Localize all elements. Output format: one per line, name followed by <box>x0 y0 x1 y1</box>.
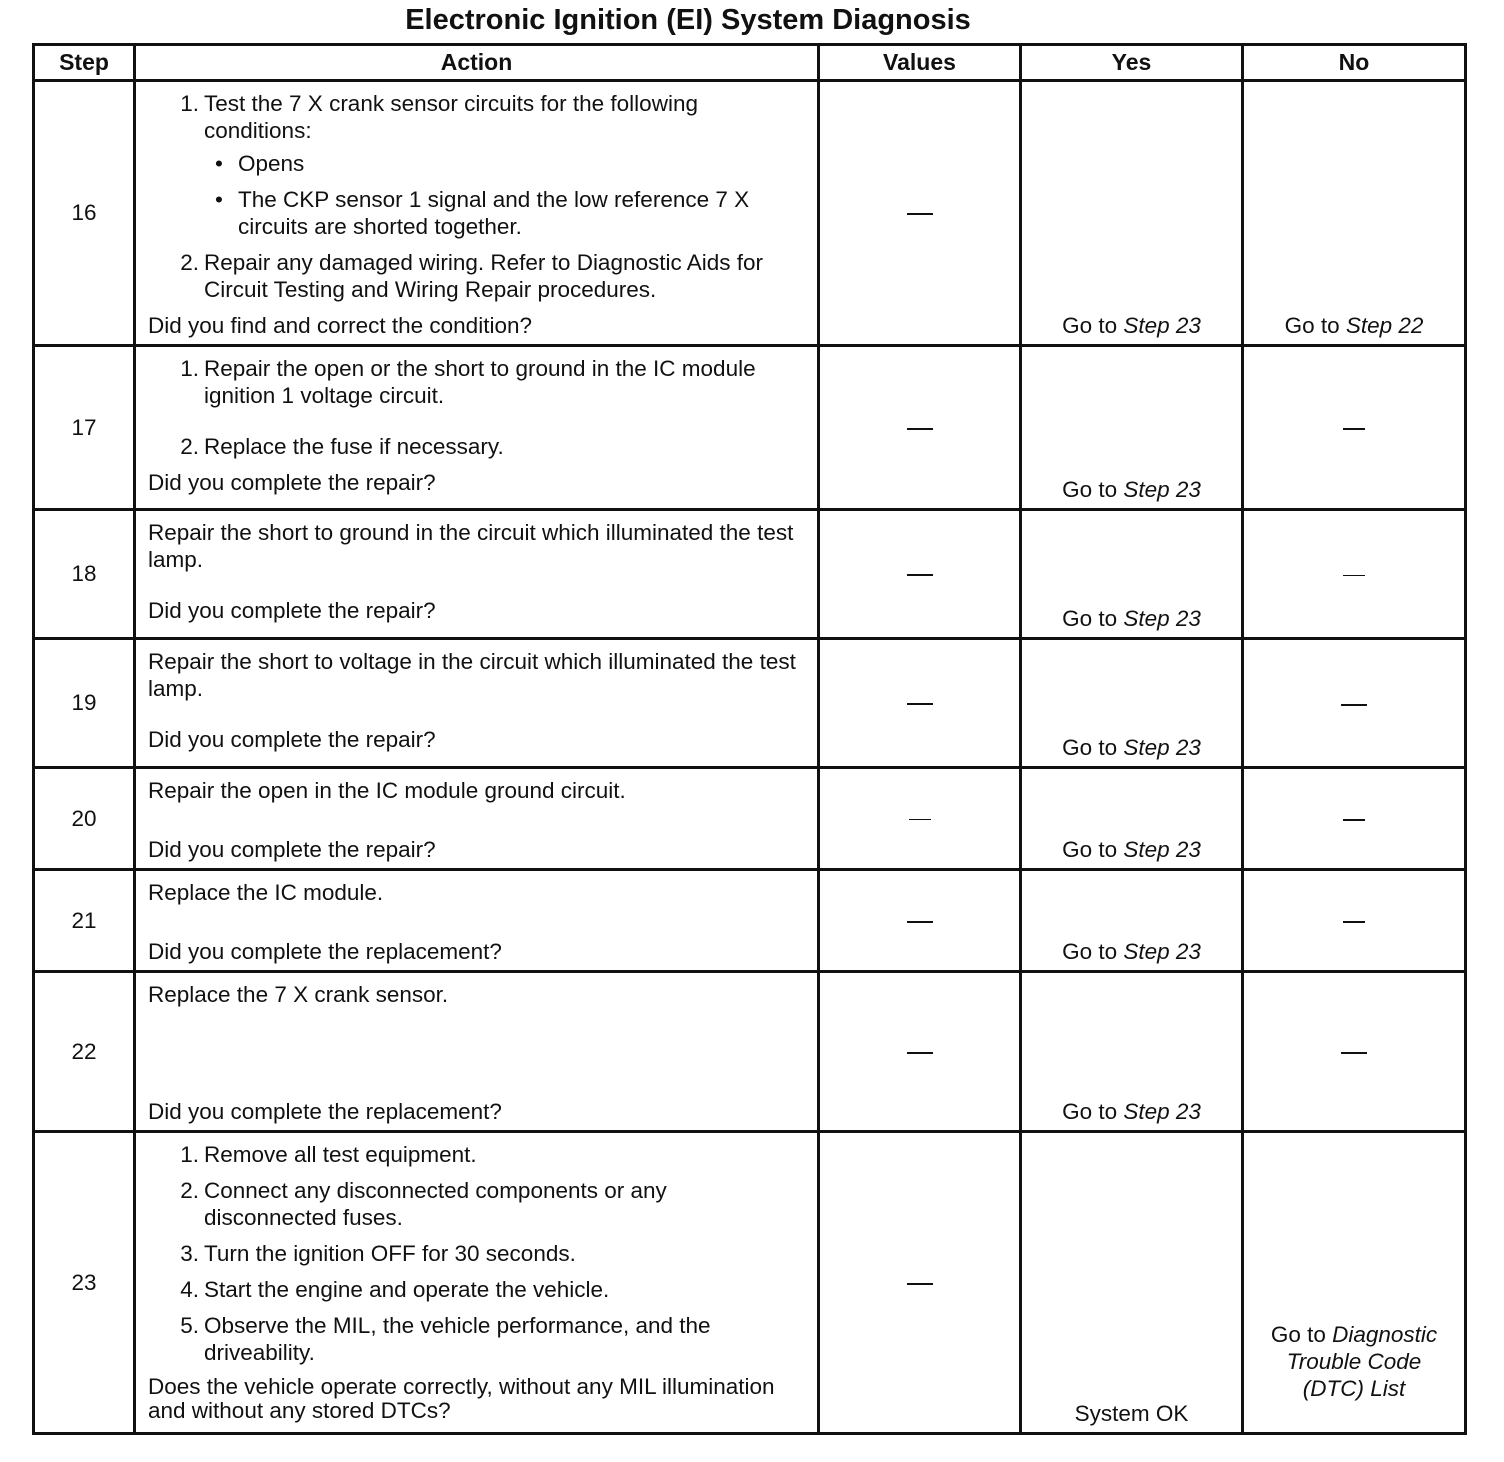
yes-prefix: Go to <box>1062 735 1118 760</box>
values-cell <box>819 870 1021 972</box>
table-row <box>34 510 1466 639</box>
step-number: 17 <box>34 346 135 510</box>
yes-prefix: Go to <box>1062 477 1118 502</box>
yes-prefix: Go to <box>1062 1099 1118 1124</box>
values-cell <box>819 639 1021 768</box>
action-list <box>148 1141 803 1366</box>
bullet-icon: • <box>215 187 223 212</box>
list-item <box>148 1240 803 1267</box>
item-number: 5. <box>180 1313 199 1338</box>
item-number: 1. <box>180 356 199 381</box>
item-text: Repair any damaged wiring. Refer to Diagnostic Aids for Circuit Testing and Wiring Repair procedures. <box>204 250 764 302</box>
diagnosis-table <box>32 43 1467 1435</box>
yes-cell <box>1021 346 1243 510</box>
action-question: Did you complete the repair? <box>148 470 436 495</box>
bullet-text: The CKP sensor 1 signal and the low reference 7 X circuits are shorted together. <box>238 187 750 239</box>
bullet-icon: • <box>215 151 223 176</box>
item-number: 2. <box>180 434 199 459</box>
item-number: 1. <box>180 91 199 116</box>
item-number: 3. <box>180 1241 199 1266</box>
yes-prefix: Go to <box>1062 837 1118 862</box>
yes-prefix: Go to <box>1062 939 1118 964</box>
yes-step-ref: Step 23 <box>1123 477 1201 502</box>
action-cell <box>135 346 819 510</box>
list-item <box>148 1312 803 1366</box>
item-text: Start the engine and operate the vehicle. <box>204 1277 610 1302</box>
bullet-list <box>204 150 803 240</box>
action-question: Did you complete the repair? <box>148 837 436 862</box>
values-cell <box>819 81 1021 346</box>
item-number: 4. <box>180 1277 199 1302</box>
action-text: Repair the short to ground in the circuit which illuminated the test lamp. <box>148 520 794 572</box>
list-item <box>148 355 803 409</box>
action-text: Repair the short to voltage in the circuit which illuminated the test lamp. <box>148 649 796 701</box>
list-item <box>148 1177 803 1231</box>
list-item <box>148 1276 803 1303</box>
dash-mark <box>907 213 933 215</box>
no-cell <box>1243 639 1466 768</box>
bullet-item <box>204 150 803 177</box>
dash-mark <box>1343 819 1365 821</box>
no-step-ref: Step 22 <box>1345 313 1424 338</box>
action-text: Repair the open in the IC module ground circuit. <box>148 778 626 803</box>
no-cell <box>1243 346 1466 510</box>
step-number: 18 <box>34 510 135 639</box>
action-cell <box>135 639 819 768</box>
values-cell <box>819 1132 1021 1434</box>
action-question: Did you find and correct the condition? <box>148 313 532 338</box>
page-title: Electronic Ignition (EI) System Diagnosis <box>405 4 971 36</box>
item-number: 2. <box>180 250 199 275</box>
action-list <box>148 90 803 303</box>
action-cell <box>135 1132 819 1434</box>
header-step: Step <box>34 45 135 81</box>
action-text: Replace the 7 X crank sensor. <box>148 982 449 1007</box>
yes-cell: System OK <box>1021 1132 1243 1434</box>
table-row <box>34 972 1466 1132</box>
item-number: 2. <box>180 1178 199 1203</box>
yes-step-ref: Step 23 <box>1123 939 1201 964</box>
action-question: Did you complete the replacement? <box>148 939 502 964</box>
values-cell <box>819 346 1021 510</box>
dash-mark <box>907 921 933 923</box>
item-text: Observe the MIL, the vehicle performance, and the driveability. <box>204 1313 711 1365</box>
item-text: Remove all test equipment. <box>204 1142 477 1167</box>
list-item <box>148 249 803 303</box>
table-row <box>34 768 1466 870</box>
yes-step-ref: Step 23 <box>1123 313 1201 338</box>
spacer <box>148 1008 803 1096</box>
action-cell <box>135 870 819 972</box>
bullet-item <box>204 186 803 240</box>
table-row <box>34 870 1466 972</box>
yes-step-ref: Step 23 <box>1123 735 1201 760</box>
yes-prefix: Go to <box>1062 606 1118 631</box>
no-cell <box>1243 81 1466 346</box>
dash-mark <box>907 1283 933 1285</box>
header-action: Action <box>135 45 819 81</box>
spacer <box>148 804 803 834</box>
no-cell <box>1243 768 1466 870</box>
dash-mark <box>909 819 931 821</box>
yes-prefix: Go to <box>1062 313 1118 338</box>
step-number: 21 <box>34 870 135 972</box>
item-number: 1. <box>180 1142 199 1167</box>
step-number: 22 <box>34 972 135 1132</box>
yes-cell <box>1021 510 1243 639</box>
dash-mark <box>907 574 933 576</box>
item-text: Replace the fuse if necessary. <box>204 434 504 459</box>
no-cell <box>1243 870 1466 972</box>
yes-cell <box>1021 768 1243 870</box>
table-row <box>34 1132 1466 1434</box>
dash-mark <box>907 703 933 705</box>
yes-cell <box>1021 639 1243 768</box>
no-dtc-list-ref: Diagnostic Trouble Code (DTC) List <box>1286 1322 1438 1401</box>
table-row <box>34 639 1466 768</box>
dash-mark <box>1343 428 1365 430</box>
step-number: 19 <box>34 639 135 768</box>
no-prefix: Go to <box>1270 1322 1326 1347</box>
list-item <box>148 90 803 240</box>
no-prefix: Go to <box>1284 313 1340 338</box>
spacer <box>148 906 803 936</box>
action-cell <box>135 972 819 1132</box>
dash-mark <box>1343 921 1365 923</box>
list-item <box>148 1141 803 1168</box>
item-text: Test the 7 X crank sensor circuits for the following conditions: <box>204 91 698 143</box>
yes-step-ref: Step 23 <box>1123 606 1201 631</box>
spacer <box>148 702 803 724</box>
dash-mark <box>907 1052 933 1054</box>
dash-mark <box>1341 1052 1367 1054</box>
values-cell <box>819 768 1021 870</box>
values-cell <box>819 510 1021 639</box>
yes-cell <box>1021 870 1243 972</box>
values-cell <box>819 972 1021 1132</box>
bullet-text: Opens <box>238 151 305 176</box>
yes-step-ref: Step 23 <box>1123 1099 1201 1124</box>
table-row <box>34 81 1466 346</box>
action-cell <box>135 510 819 639</box>
action-cell <box>135 768 819 870</box>
list-item <box>148 433 803 460</box>
no-cell <box>1243 1132 1466 1434</box>
table-row <box>34 346 1466 510</box>
no-cell <box>1243 972 1466 1132</box>
dash-mark <box>907 428 933 430</box>
spacer <box>148 573 803 595</box>
header-row <box>34 45 1466 81</box>
action-question: Did you complete the replacement? <box>148 1099 502 1124</box>
action-question: Did you complete the repair? <box>148 598 436 623</box>
step-number: 20 <box>34 768 135 870</box>
action-cell <box>135 81 819 346</box>
dash-mark <box>1343 575 1365 577</box>
no-cell <box>1243 510 1466 639</box>
action-question: Did you complete the repair? <box>148 727 436 752</box>
item-text: Connect any disconnected components or any disconnected fuses. <box>204 1178 667 1230</box>
action-question: Does the vehicle operate correctly, without any MIL illumination and without any stored DTCs? <box>148 1374 775 1423</box>
step-number: 16 <box>34 81 135 346</box>
action-text: Replace the IC module. <box>148 880 384 905</box>
yes-cell <box>1021 81 1243 346</box>
header-yes: Yes <box>1021 45 1243 81</box>
action-list <box>148 355 803 460</box>
step-number: 23 <box>34 1132 135 1434</box>
yes-step-ref: Step 23 <box>1123 837 1201 862</box>
header-no: No <box>1243 45 1466 81</box>
item-text: Repair the open or the short to ground in the IC module ignition 1 voltage circuit. <box>204 356 756 408</box>
header-values: Values <box>819 45 1021 81</box>
dash-mark <box>1341 704 1367 706</box>
yes-cell <box>1021 972 1243 1132</box>
item-text: Turn the ignition OFF for 30 seconds. <box>204 1241 576 1266</box>
